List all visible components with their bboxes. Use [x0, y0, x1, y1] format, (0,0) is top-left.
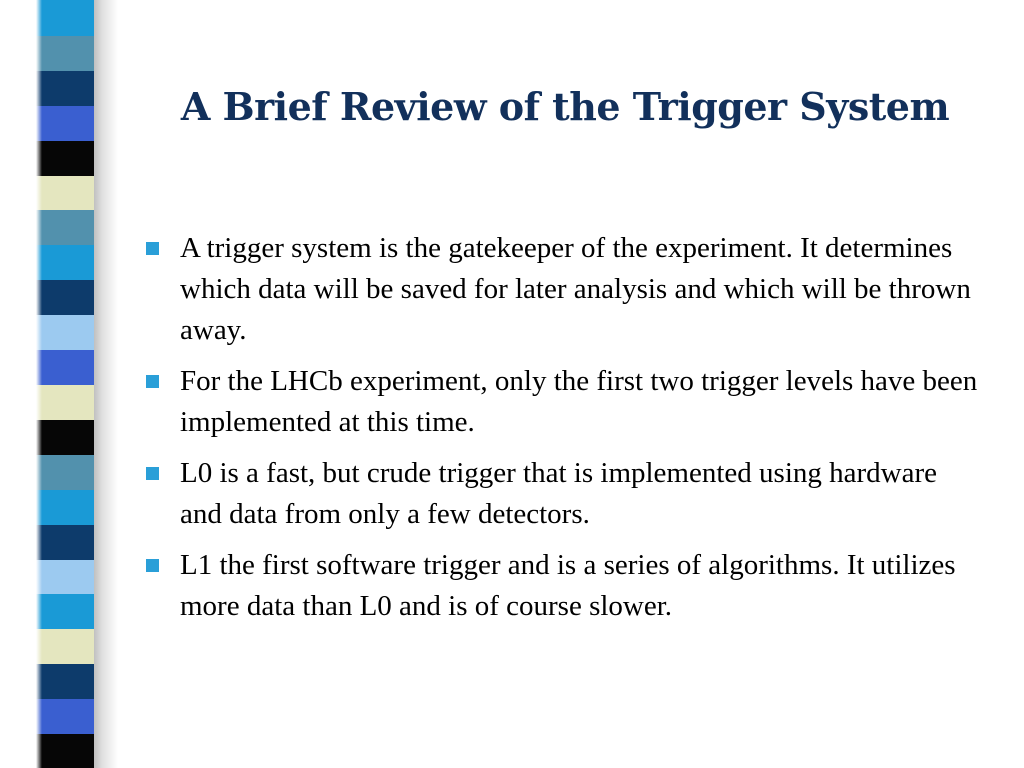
- strip-block: [36, 244, 94, 280]
- strip-block: [36, 209, 94, 245]
- strip-block: [36, 349, 94, 385]
- strip-block: [36, 628, 94, 664]
- strip-block: [36, 105, 94, 141]
- strip-block: [36, 559, 94, 595]
- strip-block: [36, 314, 94, 350]
- strip-block: [36, 489, 94, 525]
- square-bullet-icon: [146, 375, 159, 388]
- strip-block: [36, 279, 94, 315]
- bullet-text-3: L0 is a fast, but crude trigger that is implemented using hardware and data from only a few detectors.: [180, 457, 938, 530]
- strip-block: [36, 593, 94, 629]
- strip-shadow: [92, 0, 118, 768]
- strip-edge-fade: [36, 0, 42, 768]
- bullet-item-2: [142, 361, 982, 443]
- bullet-item-1: [142, 228, 982, 351]
- square-bullet-icon: [146, 467, 159, 480]
- decorative-color-strip: [36, 0, 94, 768]
- bullet-item-3: [142, 453, 982, 535]
- strip-block: [36, 175, 94, 211]
- square-bullet-icon: [146, 242, 159, 255]
- bullet-text-4: L1 the first software trigger and is a series of algorithms. It utilizes more data than L0 and is of course slower.: [180, 549, 956, 622]
- strip-block: [36, 698, 94, 734]
- strip-block: [36, 0, 94, 36]
- bullet-text-2: For the LHCb experiment, only the first two trigger levels have been implemented at this time.: [180, 365, 978, 438]
- strip-block: [36, 70, 94, 106]
- strip-block: [36, 524, 94, 560]
- strip-block: [36, 454, 94, 490]
- bullet-text-1: A trigger system is the gatekeeper of the experiment. It determines which data will be saved for later analysis and which will be thrown away.: [180, 232, 971, 346]
- strip-block: [36, 140, 94, 176]
- strip-block: [36, 419, 94, 455]
- strip-block: [36, 35, 94, 71]
- bullet-item-4: [142, 545, 982, 627]
- strip-block: [36, 663, 94, 699]
- strip-block: [36, 733, 94, 768]
- strip-block: [36, 384, 94, 420]
- square-bullet-icon: [146, 559, 159, 572]
- bullet-list: [142, 228, 982, 637]
- slide-title: A Brief Review of the Trigger System: [180, 84, 950, 129]
